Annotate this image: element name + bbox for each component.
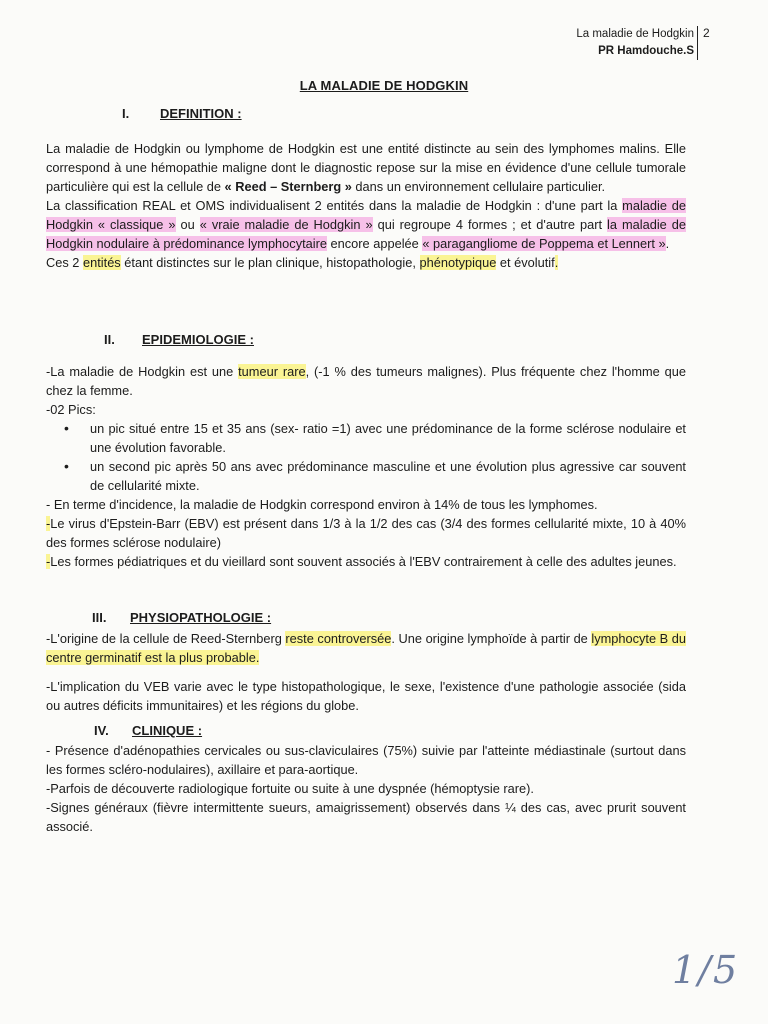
definition-paragraph-3: Ces 2 entités étant distinctes sur le plan clinique, histopathologie, phénotypique et évolutif.	[46, 255, 559, 270]
epidemiologie-bullet-list	[46, 419, 686, 495]
epidemiologie-line-5: -Les formes pédiatriques et du vieillard sont souvent associés à l'EBV contrairement à celle des adultes jeunes.	[46, 554, 677, 569]
clinique-line-2: -Parfois de découverte radiologique fortuite ou suite à une dyspnée (hémoptysie rare).	[46, 781, 534, 796]
clinique-line-1: - Présence d'adénopathies cervicales ou sus-claviculaires (75%) suivie par l'atteinte médiastinale (surtout dans les formes scléro-nodulaires), axillaire et para-aortique.	[46, 743, 686, 777]
definition-body	[46, 139, 686, 272]
section-heading-physiopathologie: III. PHYSIOPATHOLOGIE :	[92, 610, 272, 625]
list-item: • un second pic après 50 ans avec prédominance masculine et une évolution plus agressive car souvent de cellularité mixte.	[90, 457, 686, 495]
section-heading-definition: I. DEFINITION :	[122, 106, 242, 121]
page-header	[576, 26, 694, 60]
physiopathologie-line-2: -L'implication du VEB varie avec le type histopathologique, le sexe, l'existence d'une pathologie associée (sida ou autres déficits immunitaires) et les régions du globe.	[46, 679, 686, 713]
list-item: • un pic situé entre 15 et 35 ans (sex- ratio =1) avec une prédominance de la forme sclérose nodulaire et une évolution favorable.	[90, 419, 686, 457]
section-heading-clinique: IV. CLINIQUE :	[94, 723, 203, 738]
header-divider	[697, 26, 698, 60]
epidemiologie-line-1: -La maladie de Hodgkin est une tumeur rare, (-1 % des tumeurs malignes). Plus fréquente chez l'homme que chez la femme.	[46, 364, 687, 398]
epidemiologie-line-2: -02 Pics:	[46, 402, 96, 417]
definition-paragraph-2: La classification REAL et OMS individualisent 2 entités dans la maladie de Hodgkin : d'une part la maladie de Hodgkin « classique » ou « vraie maladie de Hodgkin » qui regroupe 4 formes ; et d'autre part la maladie de Hodgkin nodulaire à prédominance lymphocytaire encore appelée « paragangliome de Poppema et Lennert ».	[46, 198, 687, 251]
page-number: 2	[703, 26, 710, 40]
epidemiologie-line-3: - En terme d'incidence, la maladie de Hodgkin correspond environ à 14% de tous les lymphomes.	[46, 497, 598, 512]
definition-paragraph-1: La maladie de Hodgkin ou lymphome de Hodgkin est une entité distincte au sein des lymphomes malins. Elle correspond à une hémopathie maligne dont le diagnostic repose sur la mise en évidence d'une cellule tumorale particulière qui est la cellule de « Reed – Sternberg » dans un environnement cellulaire particulier.	[46, 141, 686, 194]
header-title: La maladie de Hodgkin	[576, 28, 694, 40]
epidemiologie-line-4: -Le virus d'Epstein-Barr (EBV) est présent dans 1/3 à la 1/2 des cas (3/4 des formes cellularité mixte, 10 à 40% des formes sclérose nodulaire)	[46, 516, 686, 550]
clinique-body	[46, 741, 686, 836]
section-heading-epidemiologie: II. EPIDEMIOLOGIE :	[104, 332, 254, 347]
handwritten-page-annotation: 1/5	[672, 948, 740, 992]
document-title: LA MALADIE DE HODGKIN	[299, 78, 469, 93]
clinique-line-3: -Signes généraux (fièvre intermittente sueurs, amaigrissement) observés dans ¼ des cas, avec prurit souvent associé.	[46, 800, 686, 834]
epidemiologie-body	[46, 362, 686, 571]
physiopathologie-line-1: -L'origine de la cellule de Reed-Sternberg reste controversée. Une origine lymphoïde à partir de lymphocyte B du centre germinatif est la plus probable.	[46, 631, 686, 665]
header-author: PR Hamdouche.S	[598, 45, 694, 57]
physiopathologie-body	[46, 629, 686, 715]
